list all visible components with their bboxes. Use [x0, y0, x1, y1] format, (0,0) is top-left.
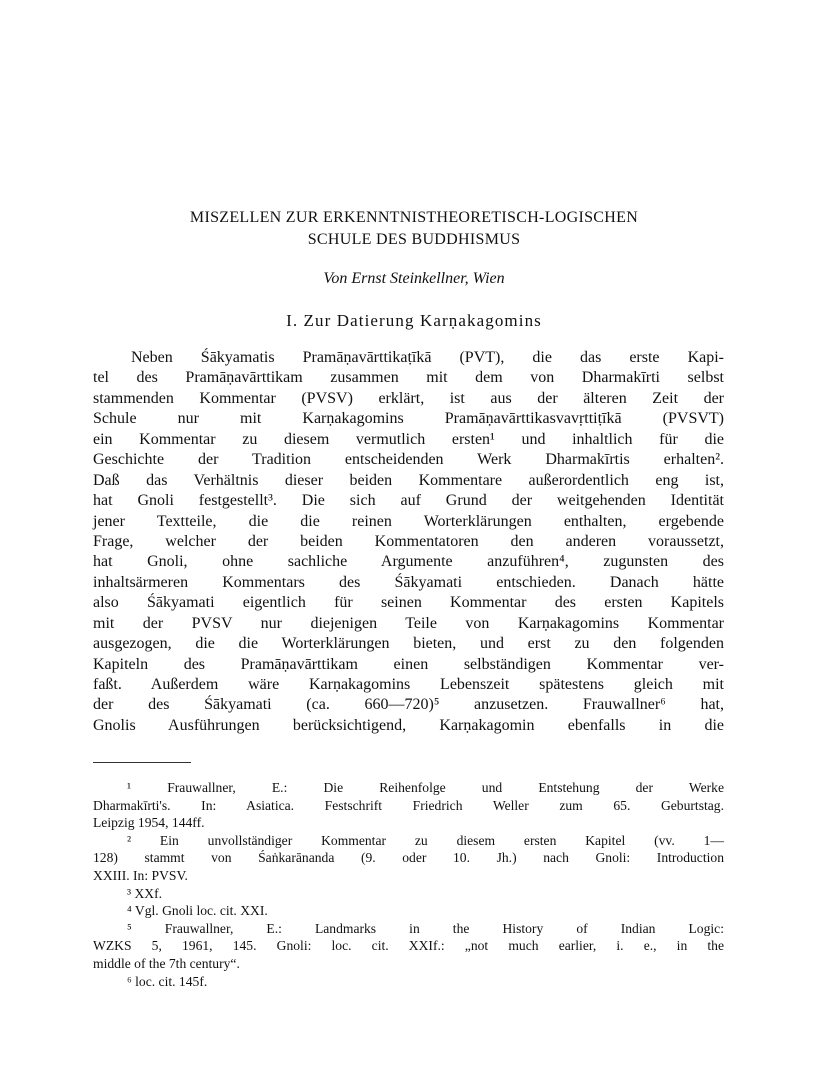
body-text: [93, 348, 724, 736]
body-line: Schule nur mit Karṇakagomins Pramāṇavārttikasvavṛttiṭīkā (PVSVT): [93, 410, 724, 428]
body-line: Daß das Verhältnis dieser beiden Kommentare außerordentlich eng ist,: [93, 471, 724, 489]
body-line: mit der PVSV nur diejenigen Teile von Karṇakagomins Kommentar: [93, 614, 724, 632]
body-line: hat Gnoli, ohne sachliche Argumente anzuführen⁴, zugunsten des: [93, 553, 724, 571]
footnote-line: ⁴ Vgl. Gnoli loc. cit. XXI.: [127, 903, 268, 919]
body-line: tel des Pramāṇavārttikam zusammen mit dem von Dharmakīrti selbst: [93, 369, 724, 387]
body-line: stammenden Kommentar (PVSV) erklärt, ist aus der älteren Zeit der: [93, 389, 724, 407]
footnote-line: 128) stammt von Śaṅkarānanda (9. oder 10. Jh.) nach Gnoli: Introduction: [93, 850, 724, 866]
article-title-line: MISZELLEN ZUR ERKENNTNISTHEORETISCH-LOGISCHEN: [189, 209, 639, 226]
footnote-divider: [93, 762, 191, 763]
body-line: Frage, welcher der beiden Kommentatoren den anderen voraussetzt,: [93, 532, 724, 550]
footnote-line: Dharmakīrti's. In: Asiatica. Festschrift Friedrich Weller zum 65. Geburtstag.: [93, 797, 724, 813]
body-line: ein Kommentar zu diesem vermutlich ersten¹ und inhaltlich für die: [93, 430, 724, 448]
body-line: Geschichte der Tradition entscheidenden Werk Dharmakīrtis erhalten².: [93, 451, 724, 469]
body-line: faßt. Außerdem wäre Karṇakagomins Lebenszeit spätestens gleich mit: [93, 676, 724, 693]
body-line: ausgezogen, die die Worterklärungen bieten, und erst zu den folgenden: [93, 635, 724, 653]
footnote-line: WZKS 5, 1961, 145. Gnoli: loc. cit. XXIf.: „not much earlier, i. e., in the: [93, 938, 724, 954]
footnote-line: middle of the 7th century“.: [93, 955, 240, 971]
section-heading: I. Zur Datierung Karṇakagomins: [286, 311, 542, 330]
body-line: also Śākyamati eigentlich für seinen Kommentar des ersten Kapitels: [93, 594, 724, 612]
footnote-line: ² Ein unvollständiger Kommentar zu diesem ersten Kapitel (vv. 1—: [127, 832, 724, 848]
author-line: Von Ernst Steinkellner, Wien: [323, 270, 505, 287]
body-line: der des Śākyamati (ca. 660—720)⁵ anzusetzen. Frauwallner⁶ hat,: [93, 696, 724, 714]
article-title: [60, 207, 768, 251]
footnote-line: ¹ Frauwallner, E.: Die Reihenfolge und Entstehung der Werke: [127, 780, 724, 795]
footnotes: [93, 779, 724, 990]
footnote-line: ³ XXf.: [127, 885, 163, 901]
footnote-line: XXIII. In: PVSV.: [93, 867, 188, 883]
body-line: Gnolis Ausführungen berücksichtigend, Karṇakagomin ebenfalls in die: [93, 716, 724, 734]
body-line: Kapiteln des Pramāṇavārttikam einen selbständigen Kommentar ver-: [93, 655, 724, 673]
footnote-line: ⁵ Frauwallner, E.: Landmarks in the History of Indian Logic:: [127, 920, 724, 936]
body-line: Neben Śākyamatis Pramāṇavārttikaṭīkā (PVT), die das erste Kapi-: [131, 349, 724, 366]
article-title-line: SCHULE DES BUDDHISMUS: [307, 231, 521, 248]
body-line: hat Gnoli festgestellt³. Die sich auf Grund der weitgehenden Identität: [93, 492, 724, 510]
footnote-line: ⁶ loc. cit. 145f.: [127, 973, 208, 989]
footnote-line: Leipzig 1954, 144ff.: [93, 815, 205, 831]
body-line: inhaltsärmeren Kommentars des Śākyamati entschieden. Danach hätte: [93, 573, 724, 591]
body-line: jener Textteile, die die reinen Worterklärungen enthalten, ergebende: [93, 512, 724, 530]
